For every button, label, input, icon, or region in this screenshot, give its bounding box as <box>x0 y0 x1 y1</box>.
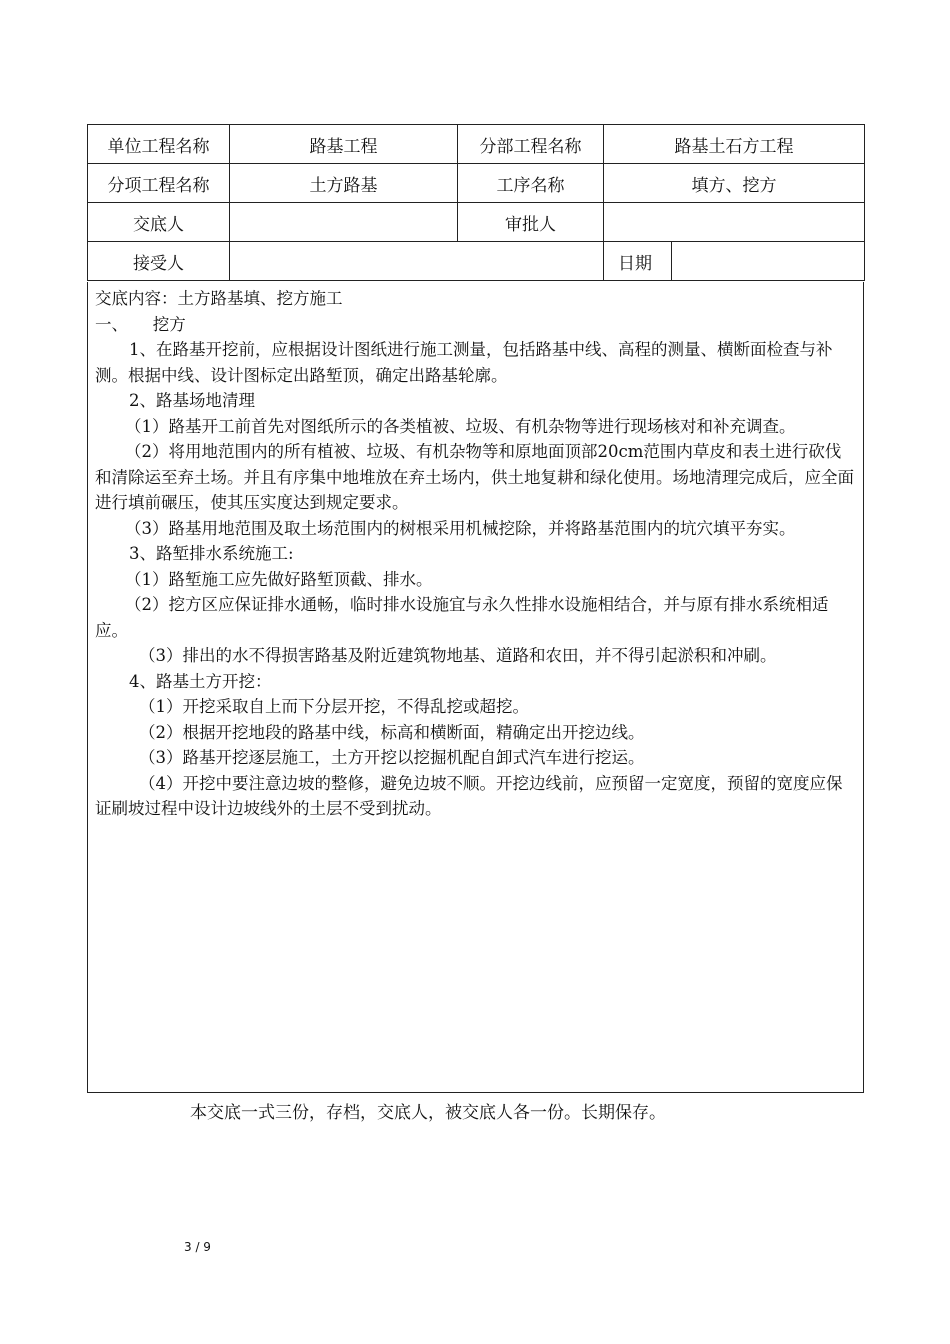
paragraph: （2）挖方区应保证排水通畅，临时排水设施宜与永久性排水设施相结合，并与原有排水系统相适应。 <box>95 595 829 640</box>
presenter-label: 交底人 <box>88 203 230 242</box>
paragraph: （2）根据开挖地段的路基中线，标高和横断面，精确定出开挖边线。 <box>139 722 645 742</box>
division-label: 分部工程名称 <box>458 125 604 164</box>
table-row <box>88 125 865 164</box>
unit-project-value: 路基工程 <box>230 125 458 164</box>
paragraph: （3）路基用地范围及取土场范围内的树根采用机械挖除，并将路基范围内的坑穴填平夯实。 <box>125 518 796 538</box>
paragraph: （3）排出的水不得损害路基及附近建筑物地基、道路和农田，并不得引起淤积和冲刷。 <box>139 646 777 665</box>
approver-label: 审批人 <box>458 203 604 242</box>
section-heading: 一、 挖方 <box>95 314 186 334</box>
paragraph: （2）将用地范围内的所有植被、垃圾、有机杂物等和原地面顶部20cm范围内草皮和表土进行砍伐和清除运至弃土场。并且有序集中地堆放在弃土场内，供土地复耕和绿化使用。场地清理完成后，应全面进行填前碾压，使其压实度达到规定要求。 <box>95 442 854 512</box>
process-value: 填方、挖方 <box>604 164 865 203</box>
approver-value <box>604 203 865 242</box>
paragraph: （3）路基开挖逐层施工，土方开挖以挖掘机配自卸式汽车进行挖运。 <box>139 748 645 767</box>
paragraph: （4）开挖中要注意边坡的整修，避免边坡不顺。开挖边线前，应预留一定宽度，预留的宽度应保证刷坡过程中设计边坡线外的土层不受到扰动。 <box>95 773 843 818</box>
process-label: 工序名称 <box>458 164 604 203</box>
date-value <box>672 242 865 281</box>
paragraph: 1、在路基开挖前，应根据设计图纸进行施工测量，包括路基中线、高程的测量、横断面检查与补测。根据中线、设计图标定出路堑顶，确定出路基轮廓。 <box>95 340 833 385</box>
paragraph: 3、路堑排水系统施工: <box>129 544 294 563</box>
presenter-value <box>230 203 458 242</box>
unit-project-label: 单位工程名称 <box>88 125 230 164</box>
paragraph: 4、路基土方开挖： <box>129 671 272 691</box>
paragraph: 2、路基场地清理 <box>129 391 255 410</box>
footer-note: 本交底一式三份，存档，交底人，被交底人各一份。长期保存。 <box>190 1103 666 1123</box>
table-row <box>88 164 865 203</box>
page-number: 3 / 9 <box>184 1240 211 1254</box>
table-row <box>88 203 865 242</box>
paragraph: （1）路基开工前首先对图纸所示的各类植被、垃圾、有机杂物等进行现场核对和补充调查。 <box>125 416 796 436</box>
subitem-value: 土方路基 <box>230 164 458 203</box>
header-table <box>87 124 865 281</box>
table-row <box>88 242 865 281</box>
paragraph: （1）开挖采取自上而下分层开挖，不得乱挖或超挖。 <box>139 697 529 716</box>
receiver-value <box>230 242 604 281</box>
subitem-label: 分项工程名称 <box>88 164 230 203</box>
content-body <box>95 286 857 822</box>
content-title: 交底内容：土方路基填、挖方施工 <box>95 289 343 308</box>
division-value: 路基土石方工程 <box>604 125 865 164</box>
paragraph: （1）路堑施工应先做好路堑顶截、排水。 <box>125 569 433 589</box>
receiver-label: 接受人 <box>88 242 230 281</box>
date-label: 日期 <box>604 242 672 281</box>
